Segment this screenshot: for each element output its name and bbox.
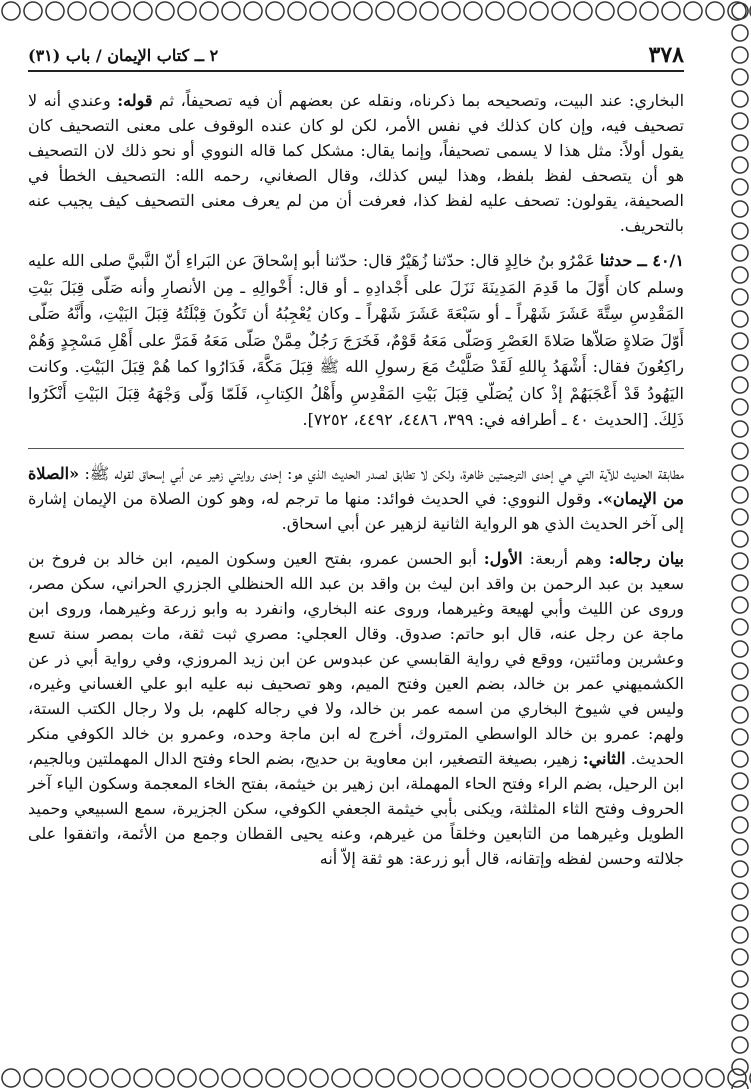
- paragraph-text: زهير، بصيغة التصغير، ابن معاوية بن حديج، بضم الحاء وفتح الدال المهملتين وبالجيم، ابن الرحيل، بضم الراء وفتح الحاء المهملة، ابن زهير بن خيثمة، بفتح الخاء المعجمة وسكون الياء آخر الحروف وفتح الثاء المثلثة، ويكنى بأبي خيثمة الجعفي الكوفي، سكن الجزيرة، سمع السبيعي وحميد الطويل وغيرهما من التابعين وخلقاً من غيرهم، وعنه يحيى القطان وجمع من الأئمة، واتفقوا على جلالته وحسن لفظه وإتقانه، قال أبو زرعة: هو ثقة إلاّ أنه: [28, 748, 684, 868]
- commentary-paragraph-2: [28, 461, 684, 536]
- ornamental-border-right: [729, 0, 751, 1089]
- paragraph-text: البخاري: عند البيت، وتصحيحه بما ذكرناه، ونقله عن بعضهم أن فيه تصحيفاً، ثم: [159, 91, 685, 110]
- ornamental-border-bottom: [0, 1067, 751, 1089]
- hadith-opening: حدثنا: [599, 251, 633, 270]
- running-title: ٢ ــ كتاب الإيمان / باب (٣١): [28, 45, 219, 65]
- bold-heading: بيان رجاله:: [608, 548, 684, 568]
- paragraph-text: وهم أربعة:: [529, 548, 602, 568]
- hadith-number: ٤٠/١ ــ: [637, 251, 684, 270]
- narrators-paragraph: [28, 546, 684, 871]
- ornamental-border-top: [0, 0, 751, 22]
- page-number: ٣٧٨: [648, 42, 684, 68]
- page-content: [28, 88, 684, 1063]
- hadith-text: [28, 248, 684, 434]
- hadith-body: عَمْرُو بنُ خالِدٍ قال: حدّثنا زُهَيْرٌ قال: حدّثنا أبو إسْحاقَ عن البَراءِ أنّ النَّبيَّ صلى الله عليه وسلم كان أَوّلَ ما قَدِمَ المَدِينَةَ نَزَلَ على أَجْدادِهِ ـ أو قال: أَخْوالِهِ ـ مِن الأنصارِ وأنه صَلّى قِبَلَ بَيْتِ المَقْدِسِ سِتَّةَ عَشَرَ شَهْراً ـ أو سَبْعَةَ عَشَرَ شَهْراً ـ وكان يُعْجِبُهُ أن تَكُونَ قِبْلَتُهُ قِبَلَ البَيْتِ، وأَنَّهُ صَلّى أَوّلَ صَلاةٍ صَلاّها صَلاةَ العَصْرِ وَصَلّى مَعَهُ قَوْمٌ، فَخَرَجَ رَجُلٌ مِمَّنْ صَلّى مَعَهُ فَمَرَّ على أَهْلِ مَسْجِدٍ وَهُمْ راكِعُونَ فقال: أَشْهَدُ بِاللهِ لَقَدْ صَلَّيْتُ مَعَ رسولِ الله ﷺ قِبَلَ مَكَّةَ، فَدَارُوا كما هُمْ قِبَلَ البَيْتِ. وكانت اليَهُودُ قَدْ أَعْجَبَهُمْ إذْ كان يُصَلّي قِبَلَ بَيْتِ المَقْدِسِ وأَهْلُ الكِتابِ، فَلَمّا وَلّى وَجْهَهُ قِبَلَ البَيْتِ أَنْكَرُوا ذَلِكَ. [الحديث ٤٠ ـ أطرافه في: ٣٩٩، ٤٤٨٦، ٤٤٩٢، ٧٢٥٢].: [28, 251, 685, 429]
- section-divider: [28, 448, 684, 449]
- bold-heading: الأول:: [483, 548, 523, 568]
- paragraph-text: وقول النووي: في الحديث فوائد: منها ما ترجم له، وهو كون الصلاة من الإيمان إشارة إلى آخر الحديث الذي هو الرواية الثانية لزهير عن أبي اسحاق.: [28, 488, 684, 533]
- paragraph-text: وعندي أنه لا تصحيف فيه، وإن كان كذلك في نفس الأمر، لكن لو كان عنده الوقوف على معنى التصحيف كان يقول أولاً: مثل هذا لا يسمى تصحيفاً، وإنما يقال: مشكل كما قاله النووي أو نحو ذلك لان التصحيف هو أن يتصحف لفظ بلفظ، وهذا ليس كذلك، وقال الصغاني، رحمه الله: التصحيف الخطأ في الصحيفة، يقولون: تصحف عليه لفظ كذا، فعرفت أن من لم يعرف معنى التصحيف كيف يجيب عنه بالتحريف.: [28, 91, 684, 235]
- paragraph-text: مطابقة الحديث للآية التي هي إحدى الترجمتين ظاهرة، ولكن لا تطابق لصدر الحديث الذي هو: إحدى روايتي زهير عن أبي إسحاق لقوله ﷺ:: [84, 463, 684, 483]
- bold-heading: الثاني:: [582, 748, 626, 768]
- bold-phrase: قوله:: [117, 91, 153, 110]
- commentary-paragraph-1: [28, 88, 684, 238]
- bold-phrase: «الصلاة من الإيمان».: [28, 463, 684, 508]
- paragraph-text: أبو الحسن عمرو، بفتح العين وسكون الميم، ابن خالد بن فروخ بن سعيد بن عبد الرحمن بن واقد ابن ليث بن واقد بن عبد الله الحنظلي الجزري الحراني، سكن مصر، وروى عن الليث وأبي لهيعة وغيرهما، وروى عنه البخاري، وانفرد به وابو زرعة وغيرهما، وروى ابن ماجة عن رجل عنه، قال ابو حاتم: صدوق. وقال العجلي: مصري ثبت ثقة، مات بمصر سنة تسع وعشرين ومائتين، ووقع في رواية القابسي عن عبدوس عن ابن زيد المروزي، وفي رواية أبي ذر عن الكشميهني عمر بن خالد، بضم العين وفتح الميم، وهو تصحيف نبه عليه ابو علي الغساني وغيره، وليس في شيوخ البخاري من اسمه عمر بن خالد، ولا في رجاله كلهم، بل ولا رجال الكتب الستة، ولهم: عمرو بن خالد الواسطي المتروك، أخرج له ابن ماجة وحده، وعمرو بن خالد الكوفي منكر الحديث.: [28, 548, 685, 768]
- page-header: [28, 40, 684, 72]
